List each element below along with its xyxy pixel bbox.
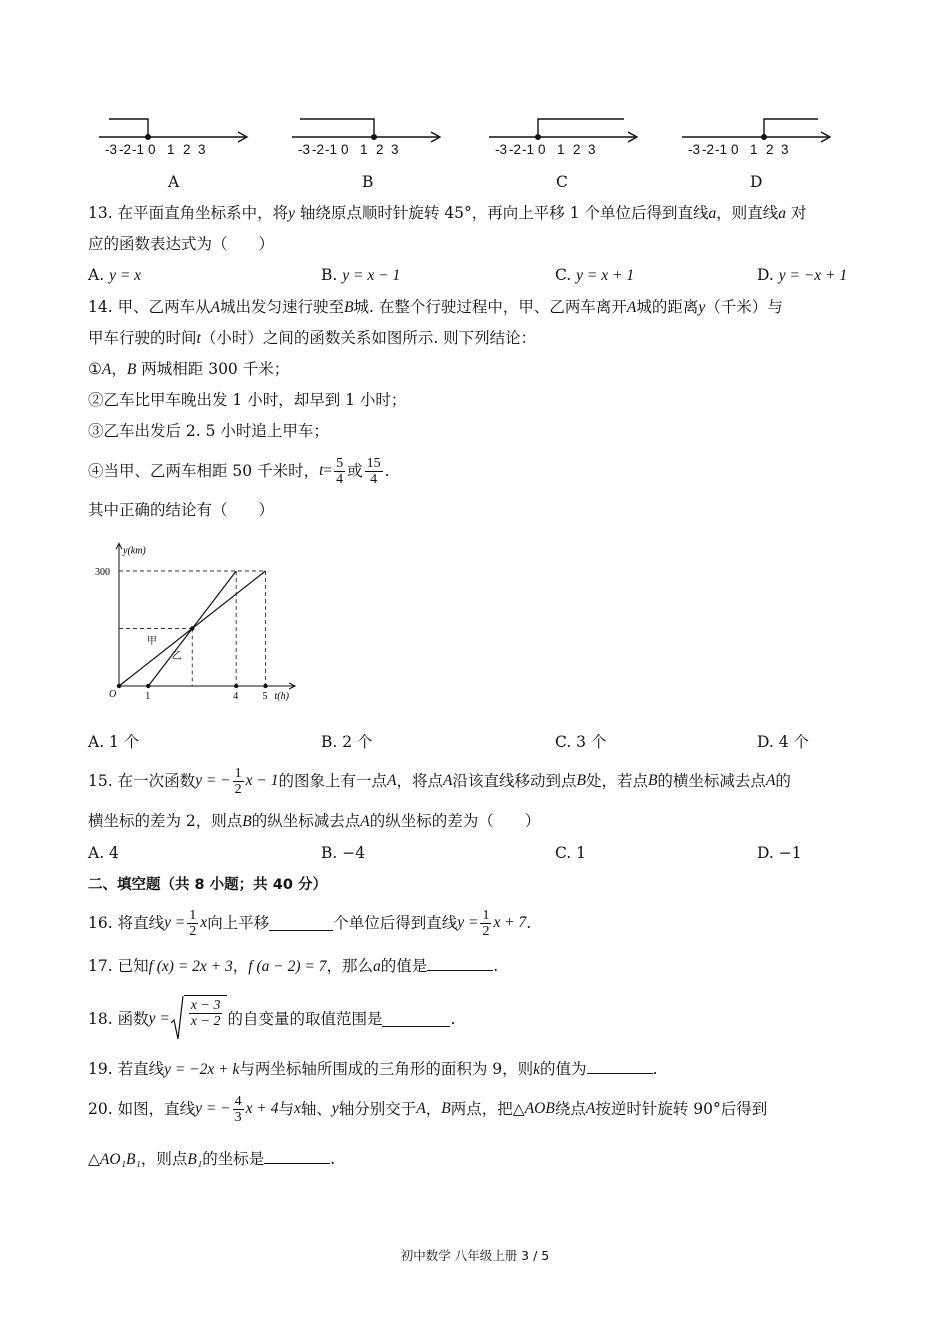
number-line-tick-label: 2 xyxy=(766,142,774,157)
number-line-tick-label: 3 xyxy=(391,142,399,157)
q18-answer-blank[interactable] xyxy=(382,1012,450,1027)
q16: 16. 将直线 y = $\frac{1}{2}$ x 向上平移 个单位后得到直线 y = $\frac{1}{2}$ x + 7 . xyxy=(88,907,532,939)
number-line-tick-label: -3 xyxy=(495,142,508,157)
page-footer: 初中数学 八年级上册 3 / 5 xyxy=(400,1248,550,1263)
y-tick-label-300: 300 xyxy=(95,567,110,578)
series-label-jia: 甲 xyxy=(146,635,157,647)
q14-stem-line2: 甲车行驶的时间t（小时）之间的函数关系如图所示. 则下列结论： xyxy=(88,329,537,347)
number-line-tick-label: 0 xyxy=(341,142,349,157)
number-line-option-b[interactable]: B xyxy=(362,173,374,191)
number-line-tick-label: 1 xyxy=(557,142,565,157)
tick-point-5 xyxy=(263,684,267,688)
number-line-tick-label: -2 xyxy=(312,142,325,157)
x-tick-label-1: 1 xyxy=(145,691,151,702)
number-line-tick-label: 2 xyxy=(573,142,581,157)
q13-option-c[interactable]: C. y = x + 1 xyxy=(555,266,635,284)
number-line-tick-label: 0 xyxy=(731,142,739,157)
q14-conclusion-4: ④当甲、乙两车相距 50 千米时， t = $\frac{5}{4}$ 或 $\frac{15}{4}$ . xyxy=(88,455,390,487)
q15-stem-line2: 横坐标的差为 2，则点B的纵坐标减去点A的纵坐标的差为（ ） xyxy=(88,812,541,830)
q19-answer-blank[interactable] xyxy=(587,1059,653,1074)
tick-point-4 xyxy=(234,684,238,688)
number-line-tick-label: -1 xyxy=(522,142,535,157)
q13-option-a[interactable]: A. y = x xyxy=(88,266,142,284)
x-axis-label: t(h) xyxy=(274,691,289,702)
q13-option-b[interactable]: B. y = x − 1 xyxy=(321,266,401,284)
number-line-option-c[interactable]: C xyxy=(556,173,568,191)
number-line-tick-label: 3 xyxy=(781,142,789,157)
q20-answer-blank[interactable] xyxy=(264,1149,330,1164)
q15-option-c[interactable]: C. 1 xyxy=(555,844,587,862)
q14-option-c[interactable]: C. 3 个 xyxy=(555,733,607,751)
q16-answer-blank[interactable] xyxy=(269,916,333,931)
q14-conclusion-2: ②乙车比甲车晚出发 1 小时，却早到 1 小时； xyxy=(88,391,407,409)
number-line-tick-label: 3 xyxy=(198,142,206,157)
q13-stem-line1: 13. 在平面直角坐标系中，将y 轴绕原点顺时针旋转 45°，再向上平移 1 个单位后得到直线a，则直线a 对 xyxy=(88,204,807,222)
q17-answer-blank[interactable] xyxy=(427,956,493,971)
q14-option-a[interactable]: A. 1 个 xyxy=(88,733,140,751)
number-line-tick-label: 1 xyxy=(360,142,368,157)
number-line-tick-label: -1 xyxy=(715,142,728,157)
q18: 18. 函数 y = $\frac{x - 3}{x - 2}$ 的自变量的取值范围是 . xyxy=(88,993,455,1045)
q15-option-a[interactable]: A. 4 xyxy=(88,844,119,862)
number-line-tick-label: -2 xyxy=(119,142,132,157)
number-line-tick-label: -2 xyxy=(702,142,715,157)
q15-stem-line1: 15. 在一次函数 y = − $\frac{1}{2}$ x − 1 的图象上有一点 A ，将点 A 沿该直线移动到点 B 处，若点 B 的横坐标减去点 A 的 xyxy=(88,765,791,797)
number-line-tick-label: -1 xyxy=(325,142,338,157)
q19: 19. 若直线y = −2x + k与两坐标轴所围成的三角形的面积为 9，则k的值为 . xyxy=(88,1060,658,1078)
number-line-tick-label: -1 xyxy=(132,142,145,157)
origin-point xyxy=(117,684,121,688)
intersection-point xyxy=(190,626,194,630)
q13-stem-line2: 应的函数表达式为（ ） xyxy=(88,235,275,253)
q20-line2: △AO₁B₁，则点B₁的坐标是 . xyxy=(88,1150,336,1168)
number-line-tick-label: 3 xyxy=(588,142,596,157)
q14-option-b[interactable]: B. 2 个 xyxy=(321,733,373,751)
q15-option-b[interactable]: B. −4 xyxy=(321,844,366,862)
q14-conclusion-1: ①A，B 两城相距 300 千米； xyxy=(88,360,290,378)
q14-stem-line1: 14. 甲、乙两车从A城出发匀速行驶至B城. 在整个行驶过程中，甲、乙两车离开A城的距离y（千米）与 xyxy=(88,298,783,316)
number-line-tick-label: 0 xyxy=(148,142,156,157)
number-line-tick-label: 0 xyxy=(538,142,546,157)
number-line-tick-label: 2 xyxy=(183,142,191,157)
series-label-yi: 乙 xyxy=(171,651,182,663)
q20-line1: 20. 如图，直线 y = − $\frac{4}{3}$ x + 4 与 x 轴、 y 轴分别交于 A ， B 两点，把△ AOB 绕点 A 按逆时针旋转 90°后得到 xyxy=(88,1093,768,1125)
q13-option-d[interactable]: D. y = −x + 1 xyxy=(757,266,848,284)
number-line-tick-label: 1 xyxy=(167,142,175,157)
x-tick-label-4: 4 xyxy=(233,691,239,702)
number-line-option-a[interactable]: A xyxy=(168,173,180,191)
q14-ask: 其中正确的结论有（ ） xyxy=(88,501,275,519)
number-line-tick-label: -3 xyxy=(105,142,118,157)
number-line-tick-label: -2 xyxy=(509,142,522,157)
section-2-heading: 二、填空题（共 8 小题；共 40 分） xyxy=(88,877,327,893)
number-line-tick-label: -3 xyxy=(298,142,311,157)
q14-distance-time-chart xyxy=(88,540,318,710)
q14-option-d[interactable]: D. 4 个 xyxy=(757,733,810,751)
q17: 17. 已知f (x) = 2x + 3，f (a − 2) = 7，那么a的值是 . xyxy=(88,957,499,975)
number-line-tick-label: 1 xyxy=(750,142,758,157)
q15-option-d[interactable]: D. −1 xyxy=(757,844,802,862)
q14-conclusion-3: ③乙车出发后 2. 5 小时追上甲车； xyxy=(88,422,329,440)
x-tick-label-5: 5 xyxy=(262,691,268,702)
number-line-tick-label: 2 xyxy=(376,142,384,157)
origin-label: O xyxy=(109,689,117,700)
start-point-yi xyxy=(146,684,150,688)
y-axis-label: y(km) xyxy=(123,545,146,557)
number-line-tick-label: -3 xyxy=(688,142,701,157)
number-line-option-d[interactable]: D xyxy=(750,173,763,191)
q18-sqrt: $\frac{x - 3}{x - 2}$ xyxy=(170,995,228,1043)
